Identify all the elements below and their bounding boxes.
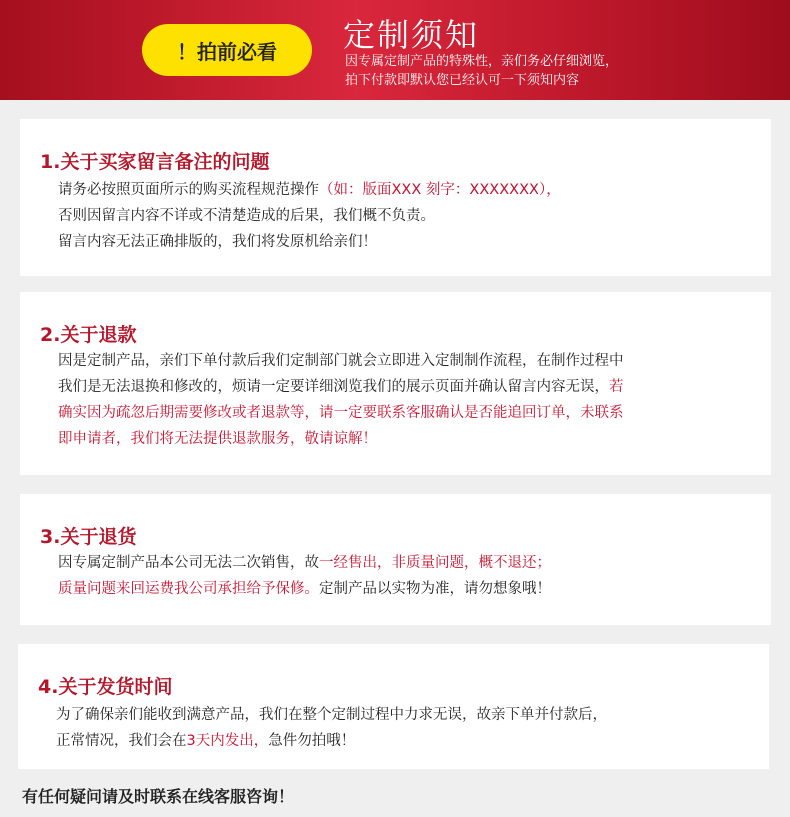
body-line: 质量问题来回运费我公司承担给予保修。定制产品以实物为准，请勿想象哦！ <box>58 581 551 597</box>
section-heading: 3.关于退货 <box>40 526 137 548</box>
banner-subtitle-line1: 因专属定制产品的特殊性，亲们务必仔细浏览， <box>345 54 619 69</box>
section-shipping-time <box>18 644 769 769</box>
body-line: 留言内容无法正确排版的，我们将发原机给亲们！ <box>58 234 377 250</box>
section-heading: 2.关于退款 <box>40 324 137 346</box>
body-line: 正常情况，我们会在3天内发出，急件勿拍哦！ <box>56 733 356 749</box>
section-heading: 1.关于买家留言备注的问题 <box>40 151 270 173</box>
section-body <box>58 177 561 255</box>
banner-subtitle-line2: 拍下付款即默认您已经认可一下须知内容 <box>345 73 580 88</box>
contact-note: 有任何疑问请及时联系在线客服咨询！ <box>22 787 295 806</box>
body-line: 否则因留言内容不详或不清楚造成的后果，我们概不负责。 <box>58 208 435 224</box>
section-buyer-notes <box>20 119 771 276</box>
body-line: 为了确保亲们能收到满意产品，我们在整个定制过程中力求无误，故亲下单并付款后， <box>56 707 607 723</box>
section-body <box>58 550 551 602</box>
section-body <box>58 348 624 452</box>
section-heading: 4.关于发货时间 <box>38 676 173 698</box>
body-line: 因是定制产品，亲们下单付款后我们定制部门就会立即进入定制制作流程，在制作过程中 <box>58 353 624 369</box>
body-line: 即申请者，我们将无法提供退款服务，敬请谅解！ <box>58 431 377 447</box>
section-refund <box>20 292 771 475</box>
page-title: 定制须知 <box>343 16 480 54</box>
section-returns <box>20 494 771 625</box>
body-line: 因专属定制产品本公司无法二次销售，故一经售出，非质量问题，概不退还； <box>58 555 551 571</box>
body-line: 确实因为疏忽后期需要修改或者退款等，请一定要联系客服确认是否能追回订单，未联系 <box>58 405 624 421</box>
body-line: 请务必按照页面所示的购买流程规范操作（如：版面XXX 刻字：XXXXXXX）， <box>58 182 561 198</box>
header-banner <box>0 0 790 100</box>
must-read-badge: ！拍前必看 <box>142 24 312 76</box>
section-body <box>56 702 607 754</box>
body-line: 我们是无法退换和修改的，烦请一定要详细浏览我们的展示页面并确认留言内容无误，若 <box>58 379 624 395</box>
